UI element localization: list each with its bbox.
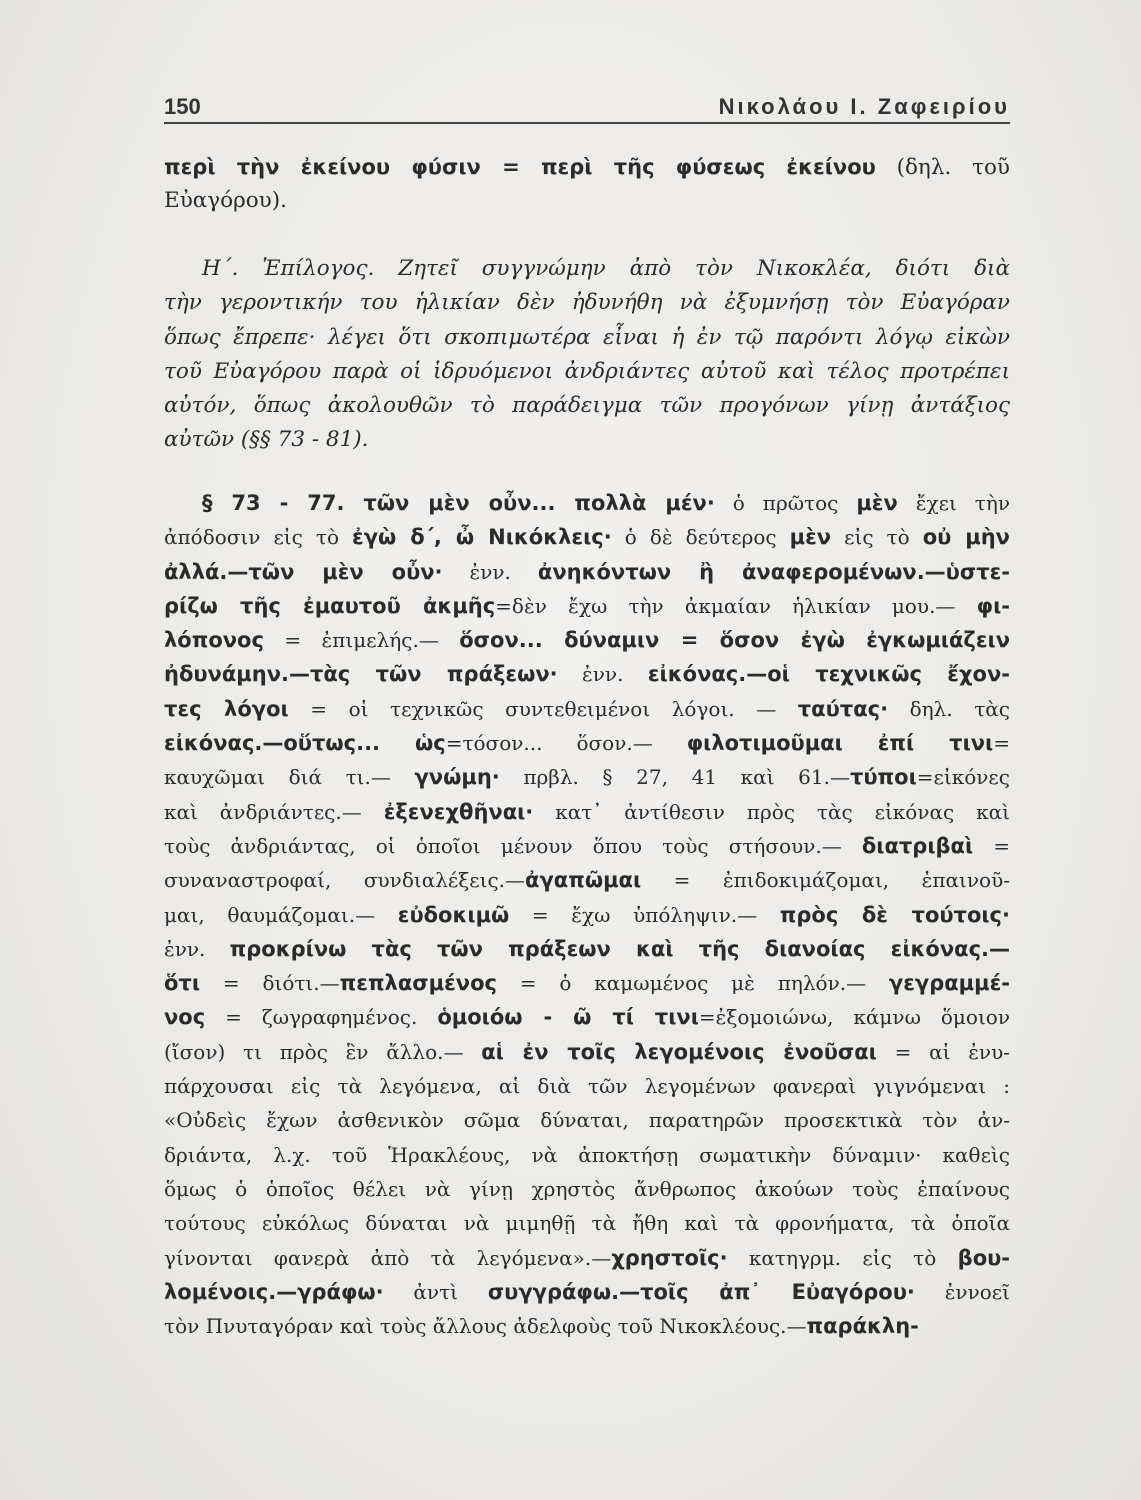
- text-line: [164, 589, 1010, 623]
- page-header: [164, 88, 1010, 120]
- text-run: «Οὐδεὶς ἔχων ἀσθενικὸν σῶμα δύναται, παρατηρῶν προσεκτικὰ τὸν ἀν-: [164, 1108, 1010, 1133]
- text-run: ὅμως ὁ ὁποῖος θέλει νὰ γίνῃ χρηστὸς ἄνθρωπος ἀκούων τοὺς ἐπαίνους: [164, 1176, 1010, 1201]
- bold-lemma: παράκλη-: [806, 1314, 919, 1339]
- text-run: ἐννοεῖ: [914, 1279, 1010, 1304]
- page-number: 150: [164, 94, 201, 119]
- text-run: (δηλ. τοῦ: [875, 155, 1010, 180]
- text-run: =τόσον... ὅσον.—: [445, 731, 687, 756]
- bold-lemma: ὁμοιόω - ῶ τί τινι: [437, 1005, 699, 1030]
- text-line: [164, 555, 1010, 589]
- text-run: = ζωγραφημένος.: [205, 1005, 438, 1030]
- header-rule: [164, 122, 1010, 124]
- paragraph-epilogue-summary: [164, 252, 1010, 458]
- bold-lemma: νος: [164, 1005, 206, 1030]
- bold-lemma: πεπλασμένος: [339, 971, 497, 996]
- text-run: =δὲν ἔχω τὴν ἀκμαίαν ἡλικίαν μου.—: [495, 593, 977, 618]
- text-run: δριάντα, λ.χ. τοῦ Ἡρακλέους, νὰ ἀποκτήσῃ σωματικὴν δύναμιν· καθεὶς: [164, 1142, 1010, 1167]
- text-line: [164, 795, 1010, 829]
- bold-lemma: εἰκόνας.—οἱ τεχνικῶς ἔχον-: [647, 662, 1010, 687]
- text-run: =: [973, 833, 1010, 858]
- text-run: μαι, θαυμάζομαι.—: [164, 902, 398, 927]
- text-run: =ἐξομοιώνω, κάμνω ὅμοιον: [698, 1005, 1010, 1030]
- text-line: [164, 1069, 1010, 1103]
- bold-lemma: ἀνηκόντων ἢ ἀναφερομένων.—ὑστε-: [537, 559, 1011, 584]
- text-line: [164, 932, 1010, 966]
- text-line: [164, 1000, 1010, 1034]
- text-run: (ἴσον) τι πρὸς ἓν ἄλλο.—: [164, 1039, 482, 1064]
- text-line: [164, 1138, 1010, 1172]
- text-line: [164, 252, 1010, 286]
- text-line: [164, 1172, 1010, 1206]
- bold-lemma: εἰκόνας.—οὕτως... ὡς: [164, 731, 446, 756]
- bold-lemma: οὐ μὴν: [922, 525, 1010, 550]
- text-line: [164, 423, 1010, 457]
- text-line: [164, 1103, 1010, 1137]
- text-line: [164, 184, 1010, 218]
- bold-lemma: ὅσον... δύναμιν = ὅσον ἐγὼ ἐγκωμιάζειν: [459, 628, 1010, 653]
- bold-lemma: § 73 - 77. τῶν μὲν οὖν... πολλὰ μέν·: [202, 491, 715, 515]
- text-run: δηλ. τὰς: [888, 696, 1010, 721]
- bold-lemma: μὲν: [789, 525, 832, 550]
- text-line: [164, 1206, 1010, 1240]
- bold-lemma: ἀγαπῶμαι: [525, 868, 642, 893]
- text-run: κατ᾿ ἀντίθεσιν πρὸς τὰς εἰκόνας καὶ: [533, 799, 1011, 824]
- bold-lemma: συγγράφω.—τοῖς ἀπ᾿ Εὐαγόρου·: [487, 1279, 915, 1304]
- text-run: τὸν Πνυταγόραν καὶ τοὺς ἄλλους ἀδελφοὺς τοῦ Νικοκλέους.—: [164, 1314, 807, 1339]
- text-run: ἀντὶ: [383, 1279, 488, 1304]
- text-line: [164, 1275, 1010, 1309]
- text-run: ἐνν.: [164, 936, 230, 961]
- bold-lemma: φι-: [976, 593, 1010, 618]
- text-line: [164, 355, 1010, 389]
- text-run: = ἐπιμελής.—: [263, 628, 460, 653]
- text-run: ὁ δὲ δεύτερος: [611, 525, 790, 550]
- text-line: [164, 760, 1010, 794]
- text-line: [164, 321, 1010, 355]
- text-line: [164, 486, 1010, 520]
- bold-lemma: λόπονος: [164, 628, 264, 653]
- text-run: ὅπως ἔπρεπε· λέγει ὅτι σκοπιμωτέρα εἶναι ἡ ἐν τῷ παρόντι λόγῳ εἰκὼν: [164, 324, 1010, 350]
- text-run: = ἔχω ὑπόληψιν.—: [509, 902, 780, 927]
- bold-lemma: αἱ ἐν τοῖς λεγομένοις ἐνοῦσαι: [481, 1039, 877, 1064]
- text-run: τοῦ Εὐαγόρου παρὰ οἱ ἱδρυόμενοι ἀνδριάντες αὐτοῦ καὶ τέλος προτρέπει: [164, 358, 1010, 384]
- text-run: εἰς τὸ: [831, 525, 923, 550]
- bold-lemma: ἀλλά.—τῶν μὲν οὖν·: [164, 559, 443, 584]
- running-head: Νικολάου Ι. Ζαφειρίου: [718, 94, 1010, 119]
- text-run: τὴν γεροντικήν του ἡλικίαν δὲν ἠδυνήθη νὰ ἐξυμνήσῃ τὸν Εὐαγόραν: [164, 290, 1010, 316]
- text-run: ὁ πρῶτος: [714, 491, 857, 515]
- bold-lemma: ἐγὼ δ΄, ὦ Νικόκλεις·: [352, 525, 612, 550]
- bold-lemma: βου-: [957, 1245, 1011, 1270]
- text-run: = αἱ ἐνυ-: [876, 1039, 1011, 1064]
- text-run: = ὁ καμωμένος μὲ πηλόν.—: [496, 971, 889, 996]
- text-run: =: [993, 731, 1010, 756]
- bold-lemma: γεγραμμέ-: [888, 971, 1010, 996]
- bold-lemma: γνώμη·: [414, 765, 500, 790]
- text-line: [164, 1035, 1010, 1069]
- bold-lemma: περὶ τὴν ἐκείνου φύσιν = περὶ τῆς φύσεως ἐκείνου: [164, 155, 876, 179]
- bold-lemma: ἐξενεχθῆναι·: [383, 799, 534, 824]
- text-run: ἐνν.: [442, 559, 538, 584]
- text-line: [164, 829, 1010, 863]
- bold-lemma: τες λόγοι: [164, 696, 289, 721]
- bold-lemma: ὅτι: [164, 971, 201, 996]
- text-run: τούτους εὐκόλως δύναται νὰ μιμηθῇ τὰ ἤθη καὶ τὰ φρονήματα, τὰ ὁποῖα: [164, 1211, 1010, 1236]
- text-line: [164, 286, 1010, 320]
- text-run: γίνονται φανερὰ ἀπὸ τὰ λεγόμενα».—: [164, 1245, 612, 1270]
- text-run: ἔχει τὴν: [897, 491, 1010, 515]
- text-run: Εὐαγόρου).: [164, 188, 287, 214]
- text-run: πάρχουσαι εἰς τὰ λεγόμενα, αἱ διὰ τῶν λεγομένων φανεραὶ γιγνόμεναι :: [164, 1074, 1010, 1099]
- text-run: κατηγρμ. εἰς τὸ: [727, 1245, 958, 1270]
- text-run: = ἐπιδοκιμάζομαι, ἐπαινοῦ-: [641, 868, 1010, 893]
- text-run: ἐνν.: [557, 662, 648, 687]
- text-run: ἀπόδοσιν εἰς τὸ: [164, 525, 353, 550]
- text-run: καυχῶμαι διά τι.—: [164, 765, 415, 790]
- text-line: [164, 1309, 1010, 1343]
- bold-lemma: ταύτας·: [797, 696, 889, 721]
- bold-lemma: ἠδυνάμην.—τὰς τῶν πράξεων·: [164, 662, 558, 687]
- bold-lemma: προκρίνω τὰς τῶν πράξεων καὶ τῆς διανοίας εἰκόνας.—: [229, 936, 1011, 961]
- text-line: [164, 657, 1010, 691]
- text-run: καὶ ἀνδριάντες.—: [164, 799, 384, 824]
- bold-lemma: ρίζω τῆς ἐμαυτοῦ ἀκμῆς: [164, 593, 496, 618]
- bold-lemma: διατριβαὶ: [861, 833, 974, 858]
- bold-lemma: μὲν: [856, 491, 898, 515]
- text-line: [164, 389, 1010, 423]
- text-run: αὐτῶν (§§ 73 - 81).: [164, 427, 369, 453]
- paragraph-intro-continuation: [164, 150, 1010, 219]
- text-line: [164, 863, 1010, 897]
- bold-lemma: λομένοις.—γράφω·: [164, 1279, 384, 1304]
- text-line: [164, 1241, 1010, 1275]
- bold-lemma: χρηστοῖς·: [611, 1245, 728, 1270]
- bold-lemma: φιλοτιμοῦμαι ἐπί τινι: [686, 731, 994, 756]
- text-line: [164, 520, 1010, 554]
- text-run: Η΄. Ἐπίλογος. Ζητεῖ συγγνώμην ἀπὸ τὸν Νικοκλέα, διότι διὰ: [202, 256, 1010, 281]
- bold-lemma: τύποι: [849, 765, 917, 790]
- text-line: [164, 726, 1010, 760]
- text-run: = οἱ τεχνικῶς συντεθειμένοι λόγοι. —: [288, 696, 798, 721]
- text-line: [164, 623, 1010, 657]
- text-run: συναναστροφαί, συνδιαλέξεις.—: [164, 868, 526, 893]
- bold-lemma: πρὸς δὲ τούτοις·: [779, 902, 1010, 927]
- text-line: [164, 150, 1010, 184]
- text-run: αὐτόν, ὅπως ἀκολουθῶν τὸ παράδειγμα τῶν προγόνων γίνῃ ἀντάξιος: [164, 393, 1010, 419]
- text-run: τοὺς ἀνδριάντας, οἱ ὁποῖοι μένουν ὅπου τοὺς στήσουν.—: [164, 833, 862, 858]
- text-line: [164, 966, 1010, 1000]
- text-line: [164, 692, 1010, 726]
- text-run: =εἰκόνες: [916, 765, 1010, 790]
- text-line: [164, 898, 1010, 932]
- paragraph-commentary: [164, 486, 1010, 1343]
- text-run: πρβλ. § 27, 41 καὶ 61.—: [499, 765, 850, 790]
- text-run: = διότι.—: [200, 971, 340, 996]
- bold-lemma: εὐδοκιμῶ: [397, 902, 510, 927]
